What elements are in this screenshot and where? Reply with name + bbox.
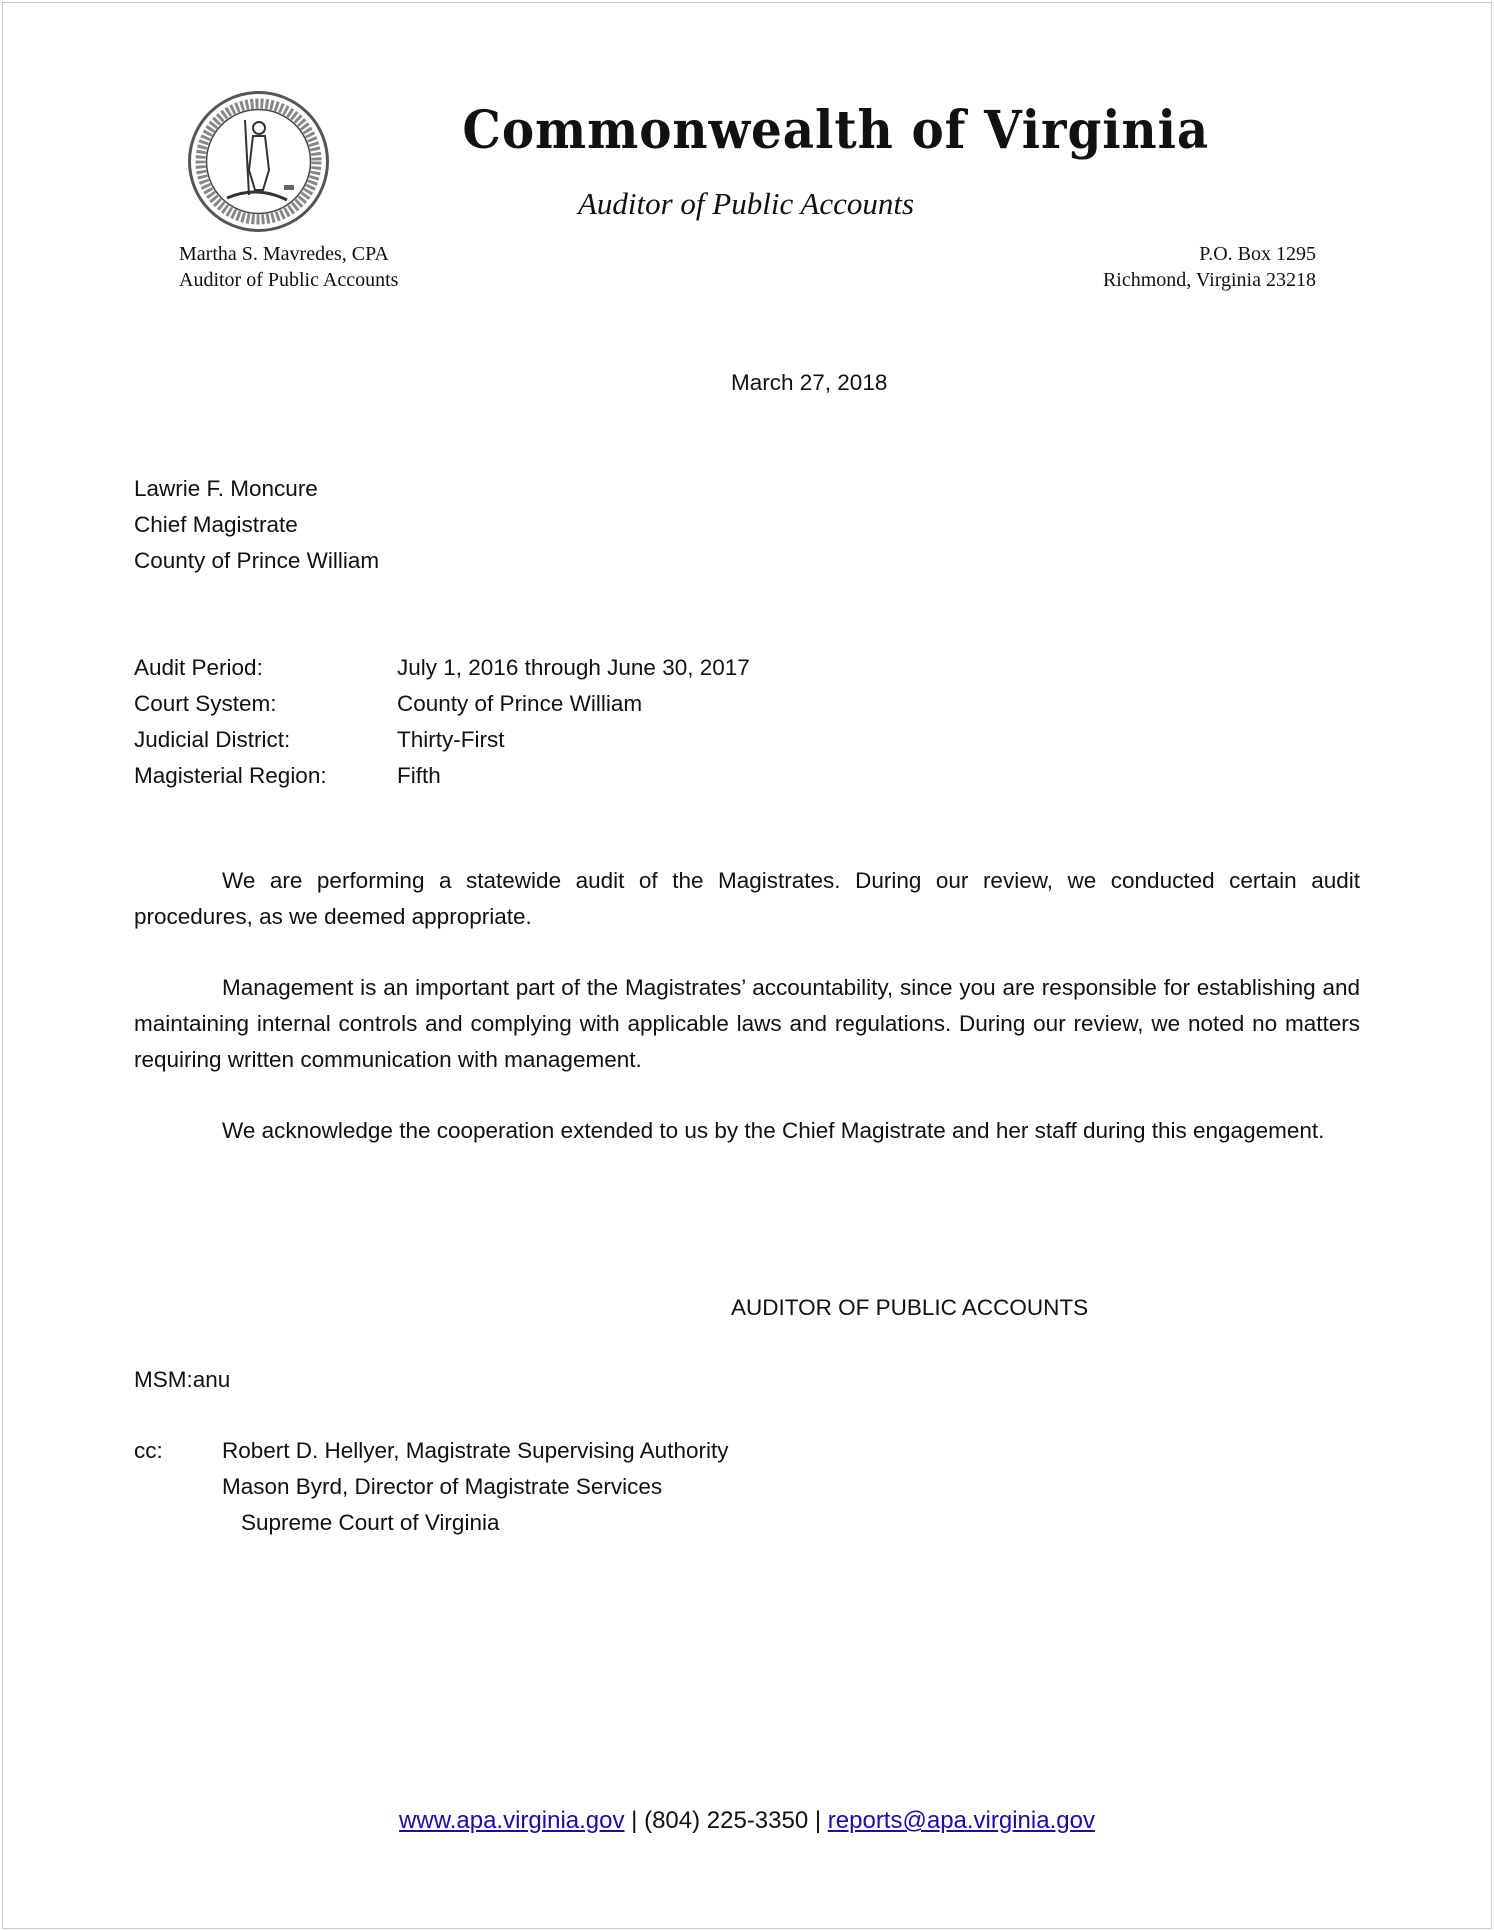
cc-recipient: Supreme Court of Virginia <box>241 1510 500 1535</box>
cc-recipient: Mason Byrd, Director of Magistrate Services <box>222 1474 663 1499</box>
recipient-name: Lawrie F. Moncure <box>134 476 318 501</box>
footer-separator: | <box>814 1807 822 1834</box>
website-link[interactable]: www.apa.virginia.gov <box>399 1807 625 1834</box>
body-paragraph <box>134 863 1360 935</box>
signature-line: AUDITOR OF PUBLIC ACCOUNTS <box>731 1295 1089 1320</box>
mailing-address <box>1103 241 1316 293</box>
footer <box>0 1807 1494 1835</box>
cc-recipient: Robert D. Hellyer, Magistrate Supervising Authority <box>222 1438 729 1463</box>
virginia-seal-icon <box>187 90 330 233</box>
city-state-zip: Richmond, Virginia 23218 <box>1102 269 1316 291</box>
audit-value: July 1, 2016 through June 30, 2017 <box>397 655 750 680</box>
email-link[interactable]: reports@apa.virginia.gov <box>827 1807 1095 1834</box>
body-paragraph <box>134 1113 1360 1149</box>
audit-label: Audit Period: <box>134 655 263 680</box>
audit-value: County of Prince William <box>397 691 643 716</box>
letter-date: March 27, 2018 <box>731 370 888 395</box>
po-box: P.O. Box 1295 <box>1199 243 1316 265</box>
paragraph-text: We are performing a statewide audit of the Magistrates. During our review, we conducted certain audit procedures, as we deemed appropriate. <box>134 868 1360 929</box>
auditor-name-block <box>179 241 398 293</box>
footer-separator: | <box>631 1807 638 1834</box>
body-paragraph <box>134 970 1360 1078</box>
auditor-title: Auditor of Public Accounts <box>179 269 399 291</box>
auditor-name: Martha S. Mavredes, CPA <box>179 243 389 265</box>
cc-label: cc: <box>134 1438 163 1463</box>
paragraph-text: Management is an important part of the Magistrates’ accountability, since you are responsible for establishing and maintaining internal controls and complying with applicable laws and regulations. During our review, we noted no matters requiring written communication with management. <box>134 975 1360 1072</box>
initials: MSM:anu <box>134 1367 231 1392</box>
recipient-block <box>134 471 379 579</box>
paragraph-text: We acknowledge the cooperation extended to us by the Chief Magistrate and her staff during this engagement. <box>222 1118 1325 1143</box>
audit-label: Court System: <box>134 691 277 716</box>
audit-value: Thirty-First <box>397 727 505 752</box>
recipient-org: County of Prince William <box>134 548 380 573</box>
phone-number: (804) 225-3350 <box>644 1807 809 1834</box>
letterhead-subtitle: Auditor of Public Accounts <box>577 186 915 221</box>
audit-value: Fifth <box>397 763 441 788</box>
audit-label: Judicial District: <box>134 727 291 752</box>
audit-label: Magisterial Region: <box>134 763 327 788</box>
recipient-title: Chief Magistrate <box>134 512 298 537</box>
letterhead-title: Commonwealth of Virginia <box>462 100 1210 161</box>
